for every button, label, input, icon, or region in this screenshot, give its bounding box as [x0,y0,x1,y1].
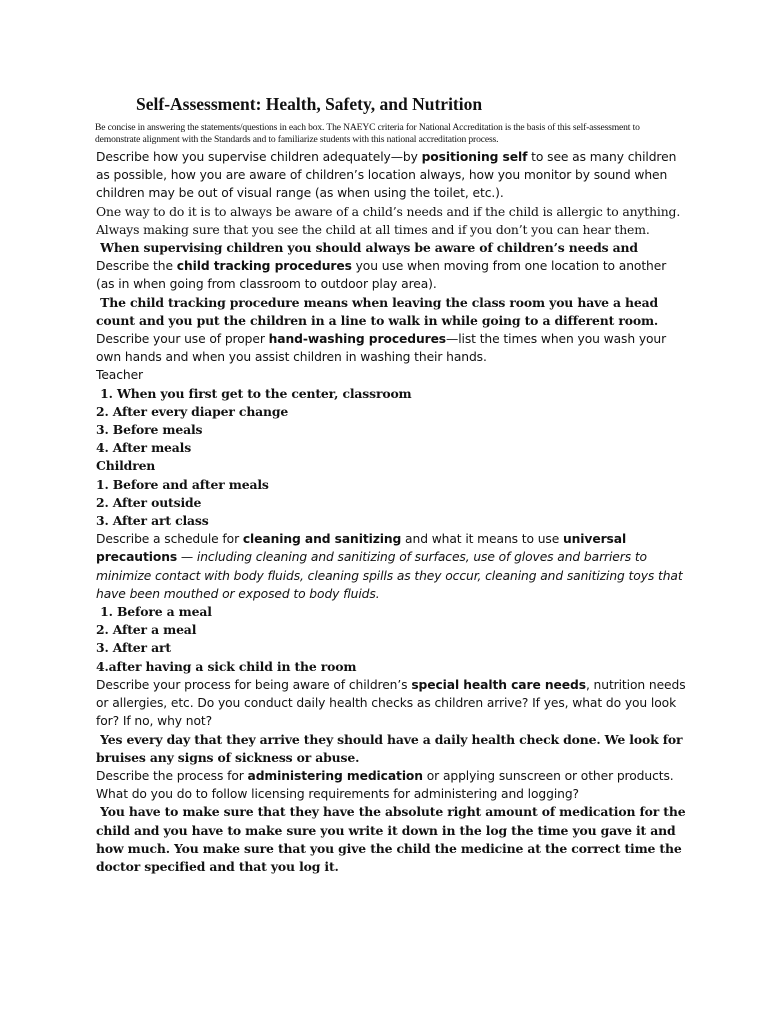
q4-bold2: universal precautions [96,532,627,565]
intro-text: Be concise in answering the statements/questions in each box. The NAEYC criteria for National Accreditation is the basis of this self-assessment to demonstrate alignment with the Standards and to familiarize students with this national accreditation process. [95,122,640,145]
cleaning-item: 2. After a meal [96,622,197,638]
answer-health-needs: Yes every day that they arrive they should have a daily health check done. We look for bruises any signs of sickness or abuse. [96,731,687,765]
q5-bold: special health care needs [411,677,586,692]
q6-bold: administering medication [247,768,423,783]
q2-post: you use when moving from one location to another (as in when going from classroom to outdoor play area). [96,259,667,292]
children-label: Children [96,458,156,474]
question-child-tracking [96,257,686,293]
teacher-item: 3. Before meals [96,422,203,438]
answer-medication: You have to make sure that they have the absolute right amount of medication for the child and you have to make sure you write it down in the log the time you gave it and how much. You make sure that you give the child the medicine at the correct time the doctor specified and that you log it. [96,804,690,874]
children-item: 1. Before and after meals [96,476,269,492]
q5-post: , nutrition needs or allergies, etc. Do you conduct daily health checks as children arrive? If yes, what do you look for? If no, why not? [96,677,686,729]
question-hand-washing [96,330,686,366]
q1-bold: positioning self [421,150,528,164]
q1-pre: Describe how you supervise children adequately—by [96,150,422,164]
q4-pre: Describe a schedule for [96,532,243,547]
q6-post: or applying sunscreen or other products. What do you do to follow licensing requirements for administering and logging? [96,768,674,802]
document-title: Self-Assessment: Health, Safety, and Nutrition [136,94,483,114]
q4-italic: — including cleaning and sanitizing of surfaces, use of gloves and barriers to minimize contact with body fluids, cleaning spills as they occur, cleaning and sanitizing toys that have been mouthed or exposed to body fluids. [96,550,683,601]
answer-supervision-plain: One way to do it is to always be aware of a child’s needs and if the child is allergic to anything. Always making sure that you see the child at all times and if you don’t you can hear them. [96,203,681,237]
teacher-item: 4. After meals [96,440,192,456]
children-item: 2. After outside [96,494,202,510]
q3-post: —list the times when you wash your own hands and when you assist children in washing their hands. [96,332,667,365]
answer-supervision-bold: When supervising children you should always be aware of children’s needs and [96,240,638,256]
question-cleaning [96,530,686,603]
q4-bold1: cleaning and sanitizing [242,532,402,547]
question-medication [96,767,686,803]
q3-bold: hand-washing procedures [268,332,447,347]
q2-bold: child tracking procedures [176,259,352,274]
q1-post: to see as many children as possible, how you are aware of children’s location always, how you monitor by sound when children may be out of visual range (as when using the toilet, etc.). [96,150,677,201]
children-item: 3. After art class [96,513,209,529]
teacher-label: Teacher [96,368,143,383]
q2-pre: Describe the [96,259,177,274]
cleaning-item: 4.after having a sick child in the room [96,658,357,674]
answer-child-tracking: The child tracking procedure means when leaving the class room you have a head count and you put the children in a line to walk in while going to a different room. [96,294,663,328]
cleaning-item: 1. Before a meal [96,604,212,620]
teacher-item: 2. After every diaper change [96,403,289,419]
teacher-item: 1. When you first get to the center, classroom [96,385,412,401]
cleaning-item: 3. After art [96,640,171,656]
question-supervision [96,148,686,203]
q6-pre: Describe the process for [96,768,248,783]
q5-pre: Describe your process for being aware of children’s [96,677,412,692]
document-page [95,92,690,876]
question-health-needs [96,676,686,731]
q3-pre: Describe your use of proper [96,332,269,347]
q4-mid: and what it means to use [401,532,563,547]
